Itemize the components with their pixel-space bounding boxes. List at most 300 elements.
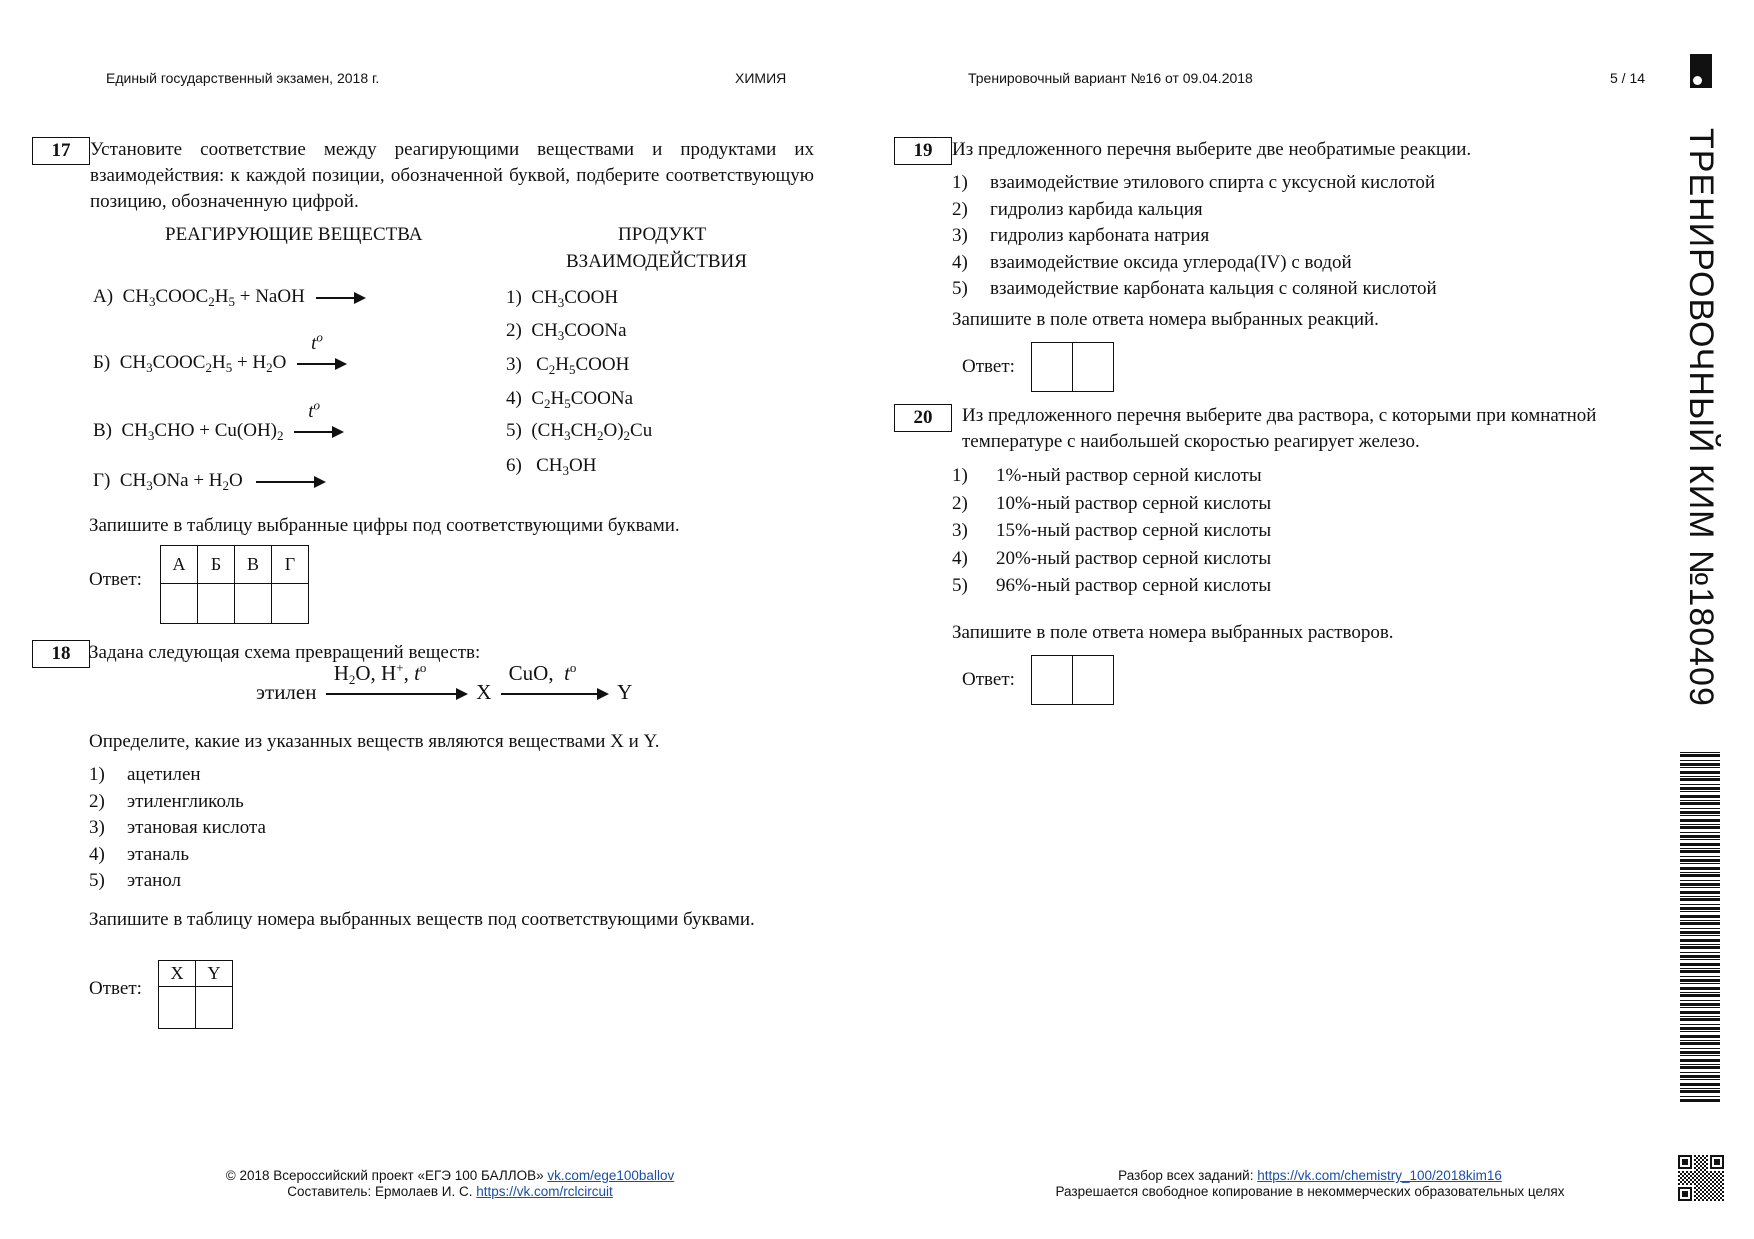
footer-analysis-label: Разбор всех заданий:	[1118, 1168, 1254, 1183]
qr-module	[1700, 1161, 1702, 1163]
barcode-bar	[1680, 815, 1720, 816]
barcode-bar	[1680, 1018, 1720, 1021]
qr-finder	[1682, 1191, 1688, 1197]
footer-copyright: © 2018 Всероссийский проект «ЕГЭ 100 БАЛЛОВ»	[225, 1168, 544, 1183]
barcode-bar	[1680, 872, 1720, 873]
footer-author: Составитель: Ермолаев И. С.	[287, 1184, 473, 1199]
qr-module	[1718, 1191, 1720, 1193]
q17-answer-label: Ответ:	[89, 569, 142, 590]
barcode-bar	[1680, 767, 1720, 768]
barcode-icon	[1680, 752, 1720, 1102]
qr-module	[1686, 1171, 1688, 1173]
barcode-bar	[1680, 976, 1720, 977]
qr-module	[1704, 1169, 1706, 1171]
qr-module	[1718, 1179, 1720, 1181]
barcode-bar	[1680, 763, 1720, 766]
qr-module	[1716, 1189, 1718, 1191]
qr-module	[1710, 1179, 1712, 1181]
barcode-bar	[1680, 848, 1720, 849]
qr-module	[1710, 1195, 1712, 1197]
qr-module	[1690, 1171, 1692, 1173]
q19-option: 5) взаимодействие карбоната кальция с соляной кислотой	[952, 278, 1437, 299]
qr-module	[1700, 1197, 1702, 1199]
qr-module	[1684, 1181, 1686, 1183]
qr-module	[1696, 1189, 1698, 1191]
qr-module	[1678, 1171, 1680, 1173]
barcode-bar	[1680, 867, 1720, 870]
qr-module	[1702, 1159, 1704, 1161]
qr-module	[1700, 1173, 1702, 1175]
qr-module	[1702, 1187, 1704, 1189]
qr-module	[1690, 1179, 1692, 1181]
barcode-bar	[1680, 987, 1720, 990]
barcode-bar	[1680, 1099, 1720, 1102]
barcode-bar	[1680, 1079, 1720, 1080]
barcode-bar	[1680, 863, 1720, 864]
barcode-bar	[1680, 944, 1720, 945]
barcode-bar	[1680, 915, 1720, 918]
barcode-bar	[1680, 752, 1720, 753]
footer-right	[1000, 1168, 1620, 1200]
qr-module	[1688, 1177, 1690, 1179]
qr-module	[1692, 1177, 1694, 1179]
q17-answer-cell[interactable]	[235, 584, 272, 624]
qr-module	[1706, 1187, 1708, 1189]
qr-module	[1702, 1183, 1704, 1185]
qr-module	[1720, 1193, 1722, 1195]
qr-module	[1706, 1183, 1708, 1185]
qr-module	[1706, 1175, 1708, 1177]
barcode-bar	[1680, 776, 1720, 777]
qr-module	[1720, 1177, 1722, 1179]
barcode-bar	[1680, 839, 1720, 840]
qr-module	[1694, 1179, 1696, 1181]
barcode-bar	[1680, 787, 1720, 790]
qr-module	[1706, 1155, 1708, 1157]
footer-link-vk-project[interactable]: vk.com/ege100ballov	[547, 1168, 675, 1183]
q19-option: 4) взаимодействие оксида углерода(IV) с водой	[952, 251, 1352, 273]
barcode-bar	[1680, 1007, 1720, 1008]
qr-module	[1694, 1191, 1696, 1193]
barcode-bar	[1680, 1048, 1720, 1049]
qr-module	[1698, 1167, 1700, 1169]
footer-link-author[interactable]: https://vk.com/rclcircuit	[476, 1184, 613, 1199]
qr-module	[1718, 1195, 1720, 1197]
footer-link-analysis[interactable]: https://vk.com/chemistry_100/2018kim16	[1257, 1168, 1502, 1183]
barcode-bar	[1680, 955, 1720, 958]
q18-option: 4) этаналь	[89, 843, 190, 865]
barcode-bar	[1680, 760, 1720, 761]
q18-answer-cell[interactable]	[159, 987, 196, 1029]
barcode-bar	[1680, 1096, 1720, 1097]
q19-answer-box	[1031, 342, 1114, 392]
qr-module	[1704, 1177, 1706, 1179]
qr-module	[1700, 1193, 1702, 1195]
qr-module	[1682, 1183, 1684, 1185]
q20-option: 1) 1%-ный раствор серной кислоты	[952, 465, 1262, 486]
qr-module	[1722, 1179, 1724, 1181]
barcode-bar	[1680, 850, 1720, 853]
q20-answer-cell[interactable]	[1073, 656, 1114, 705]
q17-col-products-1: ПРОДУКТ	[618, 224, 707, 245]
q18-text: Задана следующая схема превращений веществ:	[89, 642, 481, 663]
qr-module	[1694, 1187, 1696, 1189]
qr-module	[1698, 1155, 1700, 1157]
qr-module	[1718, 1171, 1720, 1173]
barcode-bar	[1680, 859, 1720, 862]
q19-option: 2) гидролиз карбида кальция	[952, 198, 1203, 220]
barcode-bar	[1680, 946, 1720, 949]
qr-finder	[1714, 1159, 1720, 1165]
qr-module	[1700, 1181, 1702, 1183]
q19-answer-cell[interactable]	[1032, 343, 1073, 392]
qr-module	[1716, 1185, 1718, 1187]
qr-module	[1710, 1191, 1712, 1193]
barcode-bar	[1680, 922, 1720, 925]
barcode-bar	[1680, 1072, 1720, 1073]
qr-module	[1706, 1199, 1708, 1201]
qr-module	[1710, 1187, 1712, 1189]
q17-col-g: Г	[272, 546, 309, 584]
qr-module	[1696, 1197, 1698, 1199]
question-number-19: 19	[894, 137, 952, 165]
q18-col-y: Y	[196, 961, 233, 987]
q20-option: 5) 96%-ный раствор серной кислоты	[952, 575, 1272, 596]
qr-module	[1702, 1199, 1704, 1201]
question-number-17: 17	[32, 137, 90, 165]
barcode-bar	[1680, 1075, 1720, 1078]
barcode-bar	[1680, 968, 1720, 969]
qr-module	[1688, 1173, 1690, 1175]
q20-option: 4) 20%-ный раствор серной кислоты	[952, 547, 1272, 569]
footer-left	[140, 1168, 760, 1200]
qr-module	[1680, 1173, 1682, 1175]
barcode-bar	[1680, 791, 1720, 792]
qr-module	[1708, 1185, 1710, 1187]
qr-module	[1710, 1171, 1712, 1173]
qr-module	[1678, 1175, 1680, 1177]
qr-module	[1678, 1179, 1680, 1181]
qr-finder	[1682, 1159, 1688, 1165]
qr-module	[1714, 1175, 1716, 1177]
qr-module	[1704, 1181, 1706, 1183]
qr-module	[1688, 1181, 1690, 1183]
q17-text: Установите соответствие между реагирующими веществами и продуктами их взаимодействия: к каждой позиции, обозначенной буквой, подберите соответствующую позицию, обозначенную цифрой.	[90, 139, 814, 212]
barcode-bar	[1680, 824, 1720, 825]
q17-answer-cell[interactable]	[161, 584, 198, 624]
barcode-bar	[1680, 952, 1720, 953]
qr-module	[1710, 1183, 1712, 1185]
qr-module	[1698, 1179, 1700, 1181]
barcode-bar	[1680, 896, 1720, 897]
qr-module	[1684, 1173, 1686, 1175]
q19-options	[952, 170, 1437, 303]
q18-scheme: этилен $H_2O$, H+, $t^o$ X CuO, $t^o$ Y	[256, 660, 633, 704]
barcode-bar	[1680, 1059, 1720, 1062]
qr-module	[1714, 1179, 1716, 1181]
qr-module	[1692, 1181, 1694, 1183]
barcode-bar	[1680, 1055, 1720, 1056]
q17-answer-cell[interactable]	[272, 584, 309, 624]
qr-module	[1718, 1183, 1720, 1185]
barcode-bar	[1680, 880, 1720, 881]
q20-option: 2) 10%-ный раствор серной кислоты	[952, 492, 1272, 514]
barcode-bar	[1680, 819, 1720, 822]
qr-module	[1700, 1157, 1702, 1159]
qr-module	[1694, 1175, 1696, 1177]
qr-module	[1686, 1179, 1688, 1181]
qr-module	[1712, 1177, 1714, 1179]
qr-module	[1702, 1163, 1704, 1165]
qr-module	[1702, 1191, 1704, 1193]
qr-module	[1722, 1191, 1724, 1193]
qr-module	[1714, 1183, 1716, 1185]
qr-module	[1690, 1175, 1692, 1177]
barcode-bar	[1680, 963, 1720, 966]
qr-module	[1720, 1181, 1722, 1183]
qr-module	[1698, 1171, 1700, 1173]
q19-option: 1) взаимодействие этилового спирта с уксусной кислотой	[952, 172, 1436, 193]
qr-module	[1708, 1197, 1710, 1199]
barcode-bar	[1680, 891, 1720, 894]
qr-module	[1714, 1199, 1716, 1201]
qr-module	[1706, 1159, 1708, 1161]
q20-options	[952, 462, 1271, 600]
qr-module	[1722, 1175, 1724, 1177]
corner-mark-icon	[1690, 54, 1712, 88]
qr-module	[1698, 1195, 1700, 1197]
q17-col-reactants: РЕАГИРУЮЩИЕ ВЕЩЕСТВА	[165, 224, 423, 245]
qr-module	[1696, 1161, 1698, 1163]
qr-module	[1714, 1187, 1716, 1189]
qr-module	[1700, 1189, 1702, 1191]
qr-module	[1718, 1175, 1720, 1177]
qr-module	[1704, 1189, 1706, 1191]
qr-module	[1694, 1167, 1696, 1169]
barcode-bar	[1680, 802, 1720, 805]
qr-module	[1682, 1175, 1684, 1177]
barcode-bar	[1680, 1024, 1720, 1025]
qr-module	[1698, 1191, 1700, 1193]
qr-module	[1722, 1199, 1724, 1201]
qr-module	[1712, 1197, 1714, 1199]
qr-module	[1706, 1191, 1708, 1193]
footer-license: Разрешается свободное копирование в некоммерческих образовательных целях	[1055, 1184, 1565, 1199]
qr-module	[1722, 1187, 1724, 1189]
q17-reactant-d: Г) $CH_3ONa + H_2O$	[93, 470, 324, 492]
barcode-bar	[1680, 887, 1720, 888]
qr-module	[1698, 1159, 1700, 1161]
qr-module	[1702, 1171, 1704, 1173]
q17-answer-cell[interactable]	[198, 584, 235, 624]
q19-answer-cell[interactable]	[1073, 343, 1114, 392]
qr-module	[1704, 1173, 1706, 1175]
qr-module	[1712, 1185, 1714, 1187]
qr-module	[1696, 1181, 1698, 1183]
q19-option: 3) гидролиз карбоната натрия	[952, 225, 1210, 246]
qr-module	[1700, 1169, 1702, 1171]
qr-module	[1712, 1181, 1714, 1183]
barcode-bar	[1680, 939, 1720, 942]
q18-option: 3) этановая кислота	[89, 817, 266, 838]
barcode-bar	[1680, 1035, 1720, 1038]
qr-module	[1698, 1187, 1700, 1189]
barcode-bar	[1680, 959, 1720, 960]
qr-module	[1698, 1199, 1700, 1201]
qr-module	[1716, 1181, 1718, 1183]
qr-module	[1708, 1173, 1710, 1175]
q18-option: 1) ацетилен	[89, 764, 201, 785]
barcode-bar	[1680, 883, 1720, 886]
q20-answer-label: Ответ:	[962, 669, 1015, 690]
q17-answer-table	[160, 545, 309, 624]
barcode-bar	[1680, 795, 1720, 798]
qr-module	[1694, 1163, 1696, 1165]
question-number-20: 20	[894, 404, 952, 432]
barcode-bar	[1680, 1090, 1720, 1093]
qr-module	[1714, 1195, 1716, 1197]
q17-product-4: 4) $C_2H_5COONa$	[506, 388, 634, 411]
q17-col-products-2: ВЗАИМОДЕЙСТВИЯ	[566, 251, 747, 272]
qr-module	[1710, 1175, 1712, 1177]
qr-module	[1698, 1175, 1700, 1177]
qr-module	[1722, 1183, 1724, 1185]
qr-module	[1690, 1183, 1692, 1185]
q17-instruction: Запишите в таблицу выбранные цифры под соответствующими буквами.	[89, 515, 680, 536]
q18-col-x: X	[159, 961, 196, 987]
barcode-bar	[1680, 979, 1720, 982]
qr-module	[1692, 1173, 1694, 1175]
barcode-bar	[1680, 778, 1720, 781]
barcode-bar	[1680, 1066, 1720, 1069]
barcode-bar	[1680, 1000, 1720, 1001]
qr-module	[1700, 1165, 1702, 1167]
q18-options	[89, 762, 266, 895]
qr-module	[1714, 1191, 1716, 1193]
q17-col-v: В	[235, 546, 272, 584]
q17-product-5: 5) $(CH_3CH_2O)_2Cu$	[506, 420, 653, 443]
qr-module	[1708, 1189, 1710, 1191]
qr-module	[1686, 1183, 1688, 1185]
barcode-bar	[1680, 920, 1720, 921]
q17-product-1: 1) $CH_3COOH$	[506, 287, 619, 310]
qr-module	[1716, 1173, 1718, 1175]
qr-module	[1720, 1197, 1722, 1199]
qr-module	[1694, 1195, 1696, 1197]
barcode-bar	[1680, 771, 1720, 774]
qr-module	[1702, 1179, 1704, 1181]
barcode-bar	[1680, 1083, 1720, 1086]
qr-module	[1716, 1177, 1718, 1179]
header-variant: Тренировочный вариант №16 от 09.04.2018	[968, 70, 1253, 86]
qr-module	[1696, 1177, 1698, 1179]
header-subject: ХИМИЯ	[735, 70, 787, 86]
q18-answer-label: Ответ:	[89, 978, 142, 999]
qr-module	[1700, 1177, 1702, 1179]
qr-module	[1686, 1175, 1688, 1177]
qr-module	[1722, 1171, 1724, 1173]
qr-code-icon	[1678, 1155, 1724, 1201]
barcode-bar	[1680, 1051, 1720, 1054]
qr-module	[1694, 1159, 1696, 1161]
barcode-bar	[1680, 898, 1720, 901]
qr-module	[1702, 1175, 1704, 1177]
qr-module	[1720, 1185, 1722, 1187]
barcode-bar	[1680, 856, 1720, 857]
barcode-bar	[1680, 1088, 1720, 1089]
qr-module	[1720, 1189, 1722, 1191]
q17-reactant-b: Б) $CH_3COOC_2H_5 + H_2O$ $t^o$	[93, 352, 345, 374]
barcode-bar	[1680, 843, 1720, 846]
qr-module	[1694, 1199, 1696, 1201]
header-left: Единый государственный экзамен, 2018 г.	[106, 70, 380, 86]
barcode-bar	[1680, 811, 1720, 814]
barcode-bar	[1680, 754, 1720, 757]
barcode-bar	[1680, 911, 1720, 912]
barcode-bar	[1680, 800, 1720, 801]
qr-module	[1696, 1169, 1698, 1171]
qr-module	[1682, 1171, 1684, 1173]
barcode-bar	[1680, 928, 1720, 929]
qr-module	[1706, 1171, 1708, 1173]
qr-module	[1696, 1173, 1698, 1175]
qr-module	[1710, 1199, 1712, 1201]
q17-product-3: 3) $C_2H_5COOH$	[506, 354, 630, 377]
q20-instruction: Запишите в поле ответа номера выбранных растворов.	[952, 622, 1394, 643]
qr-module	[1684, 1177, 1686, 1179]
qr-module	[1704, 1193, 1706, 1195]
qr-module	[1712, 1193, 1714, 1195]
qr-module	[1706, 1167, 1708, 1169]
q19-text: Из предложенного перечня выберите две необратимые реакции.	[952, 139, 1472, 160]
q18-question: Определите, какие из указанных веществ являются веществами X и Y.	[89, 731, 660, 752]
q17-col-a: А	[161, 546, 198, 584]
qr-module	[1714, 1171, 1716, 1173]
barcode-bar	[1680, 1016, 1720, 1017]
qr-module	[1682, 1179, 1684, 1181]
qr-module	[1718, 1187, 1720, 1189]
qr-module	[1702, 1167, 1704, 1169]
q18-answer-table	[158, 960, 233, 1029]
qr-module	[1680, 1181, 1682, 1183]
qr-module	[1678, 1183, 1680, 1185]
barcode-bar	[1680, 1064, 1720, 1065]
qr-module	[1708, 1193, 1710, 1195]
qr-module	[1702, 1195, 1704, 1197]
qr-module	[1722, 1195, 1724, 1197]
q20-answer-cell[interactable]	[1032, 656, 1073, 705]
qr-module	[1696, 1165, 1698, 1167]
barcode-bar	[1680, 1011, 1720, 1014]
q17-product-6: 6) $CH_3OH$	[506, 455, 597, 478]
qr-module	[1694, 1171, 1696, 1173]
barcode-bar	[1680, 931, 1720, 934]
q19-instruction: Запишите в поле ответа номера выбранных реакций.	[952, 309, 1379, 330]
qr-module	[1704, 1157, 1706, 1159]
question-number-18: 18	[32, 640, 90, 668]
q18-answer-cell[interactable]	[196, 987, 233, 1029]
barcode-bar	[1680, 874, 1720, 877]
qr-module	[1708, 1177, 1710, 1179]
q17-product-2: 2) $CH_3COONa$	[506, 320, 627, 343]
qr-module	[1694, 1183, 1696, 1185]
qr-module	[1696, 1185, 1698, 1187]
q18-option: 5) этанол	[89, 870, 182, 891]
qr-module	[1696, 1193, 1698, 1195]
barcode-bar	[1680, 994, 1720, 997]
qr-module	[1694, 1155, 1696, 1157]
q20-text: Из предложенного перечня выберите два раствора, с которыми при комнатной температуре с наибольшей скоростью реагирует железо.	[962, 405, 1597, 452]
